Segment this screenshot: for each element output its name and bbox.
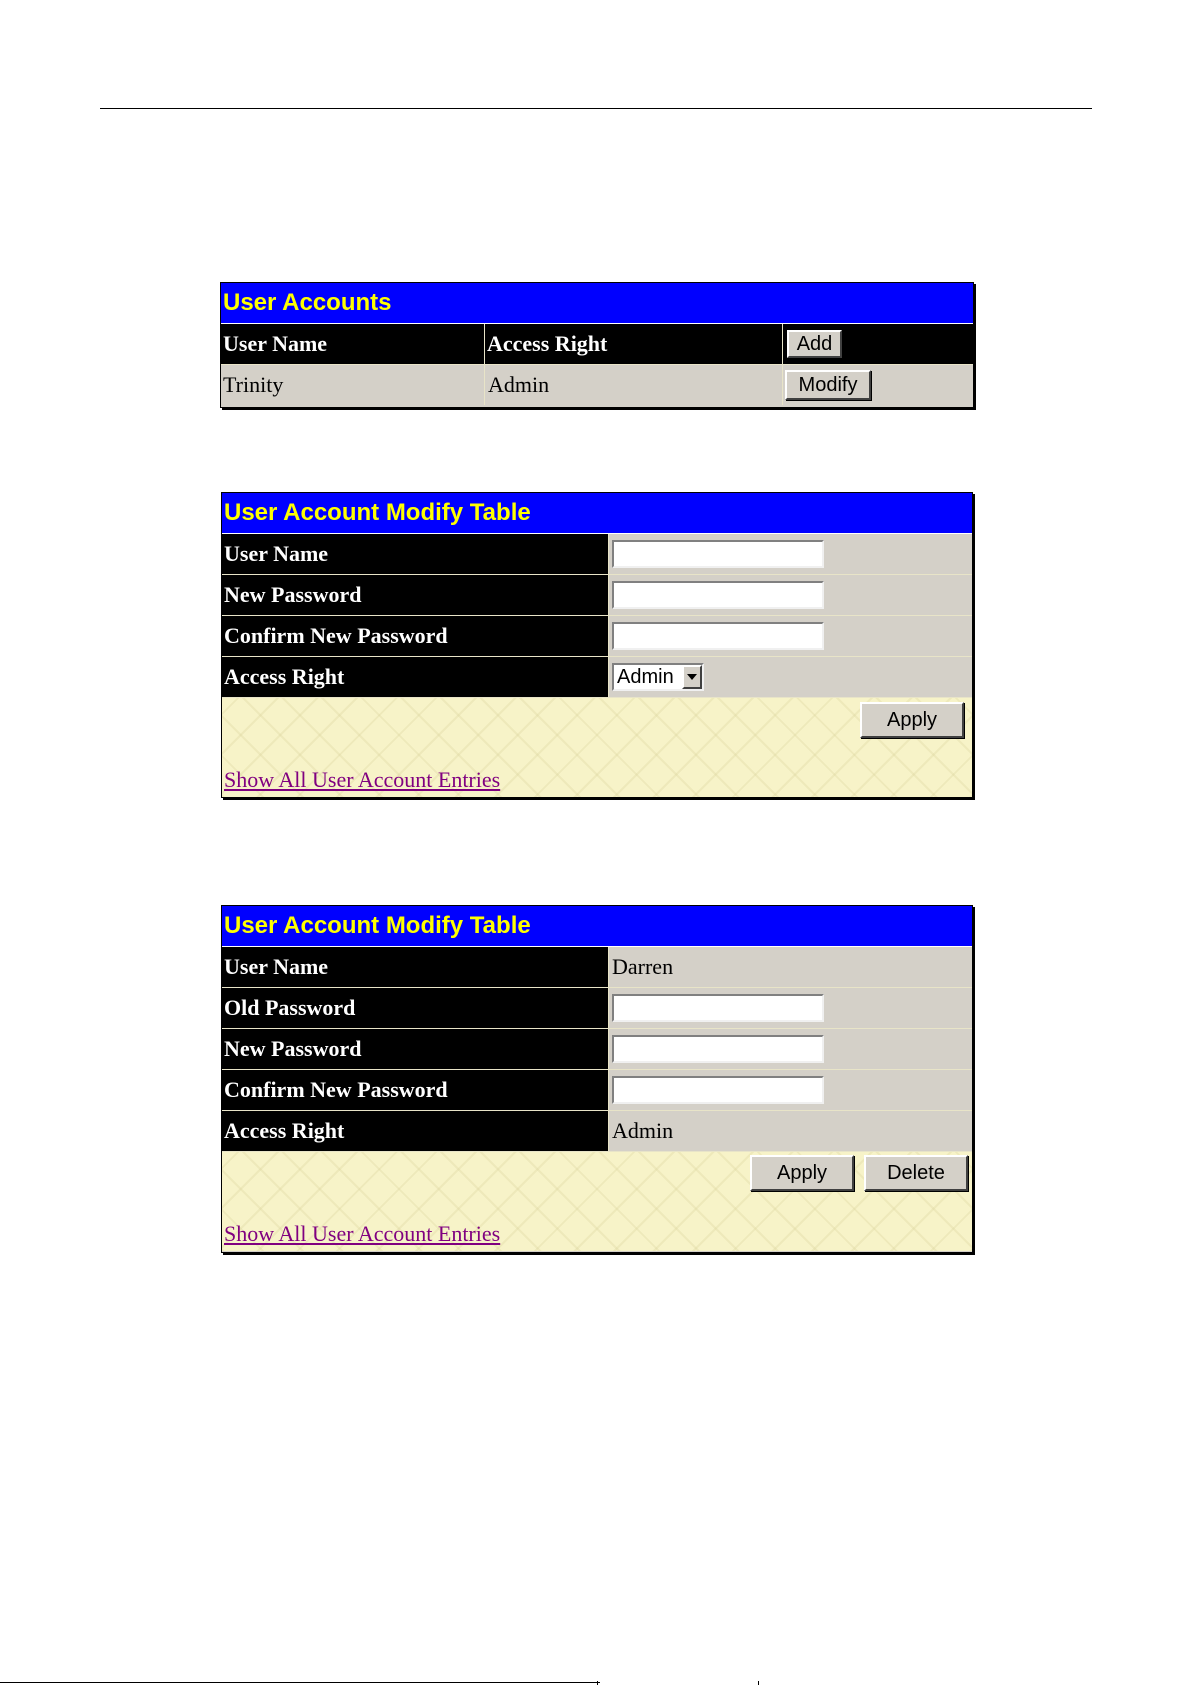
column-header-user-name: User Name: [221, 324, 485, 364]
access-right-value: Admin: [609, 1111, 972, 1151]
user-accounts-title: User Accounts: [221, 283, 973, 324]
page-header-rule: [100, 108, 1092, 109]
access-right-label: Access Right: [222, 657, 609, 697]
user-accounts-header-row: [221, 324, 973, 365]
new-password-value-cell: [609, 1029, 972, 1069]
apply-button[interactable]: Apply: [750, 1155, 854, 1191]
old-password-value-cell: [609, 988, 972, 1028]
access-right-row: [222, 657, 972, 698]
user-name-row: [222, 534, 972, 575]
user-name-value: Darren: [609, 947, 972, 987]
user-accounts-panel: [220, 282, 974, 408]
user-name-input[interactable]: [612, 540, 824, 568]
page-footer-tick: [758, 1681, 759, 1685]
modify-user-button[interactable]: Modify: [785, 370, 871, 400]
new-password-value-cell: [609, 575, 972, 615]
delete-button[interactable]: Delete: [864, 1155, 968, 1191]
chevron-down-icon[interactable]: [682, 665, 702, 689]
new-password-row: [222, 575, 972, 616]
new-password-label: New Password: [222, 1029, 609, 1069]
new-password-row: [222, 1029, 972, 1070]
column-header-access-right: Access Right: [485, 324, 783, 364]
access-right-select[interactable]: [612, 663, 704, 691]
confirm-new-password-label: Confirm New Password: [222, 1070, 609, 1110]
new-password-label: New Password: [222, 575, 609, 615]
confirm-new-password-row: [222, 616, 972, 657]
old-password-label: Old Password: [222, 988, 609, 1028]
user-account-modify-panel-add: [221, 492, 973, 798]
confirm-new-password-value-cell: [609, 616, 972, 656]
user-name-label: User Name: [222, 947, 609, 987]
show-all-user-account-entries-link[interactable]: Show All User Account Entries: [224, 1221, 501, 1246]
action-cell: [783, 365, 973, 405]
modify-table-footer: [222, 698, 972, 797]
confirm-new-password-value-cell: [609, 1070, 972, 1110]
table-row: [221, 365, 973, 405]
user-name-row: [222, 947, 972, 988]
access-right-row: [222, 1111, 972, 1152]
access-right-label: Access Right: [222, 1111, 609, 1151]
user-name-cell: Trinity: [221, 365, 485, 405]
access-right-cell: Admin: [485, 365, 783, 405]
modify-table-footer: [222, 1152, 972, 1251]
new-password-input[interactable]: [612, 1035, 824, 1063]
column-header-action: [783, 324, 973, 364]
add-user-button[interactable]: Add: [787, 330, 842, 358]
page-footer-rule: [0, 1682, 600, 1683]
show-all-user-account-entries-link[interactable]: Show All User Account Entries: [224, 767, 501, 792]
apply-button[interactable]: Apply: [860, 702, 964, 738]
user-name-value-cell: [609, 534, 972, 574]
new-password-input[interactable]: [612, 581, 824, 609]
page-footer-tick: [597, 1681, 598, 1685]
old-password-row: [222, 988, 972, 1029]
old-password-input[interactable]: [612, 994, 824, 1022]
confirm-new-password-input[interactable]: [612, 1076, 824, 1104]
access-right-value-cell: [609, 657, 972, 697]
user-name-label: User Name: [222, 534, 609, 574]
confirm-new-password-input[interactable]: [612, 622, 824, 650]
confirm-new-password-row: [222, 1070, 972, 1111]
access-right-selected-value: Admin: [617, 666, 674, 688]
confirm-new-password-label: Confirm New Password: [222, 616, 609, 656]
modify-table-title: User Account Modify Table: [222, 906, 972, 947]
modify-table-title: User Account Modify Table: [222, 493, 972, 534]
user-account-modify-panel-edit: [221, 905, 973, 1253]
